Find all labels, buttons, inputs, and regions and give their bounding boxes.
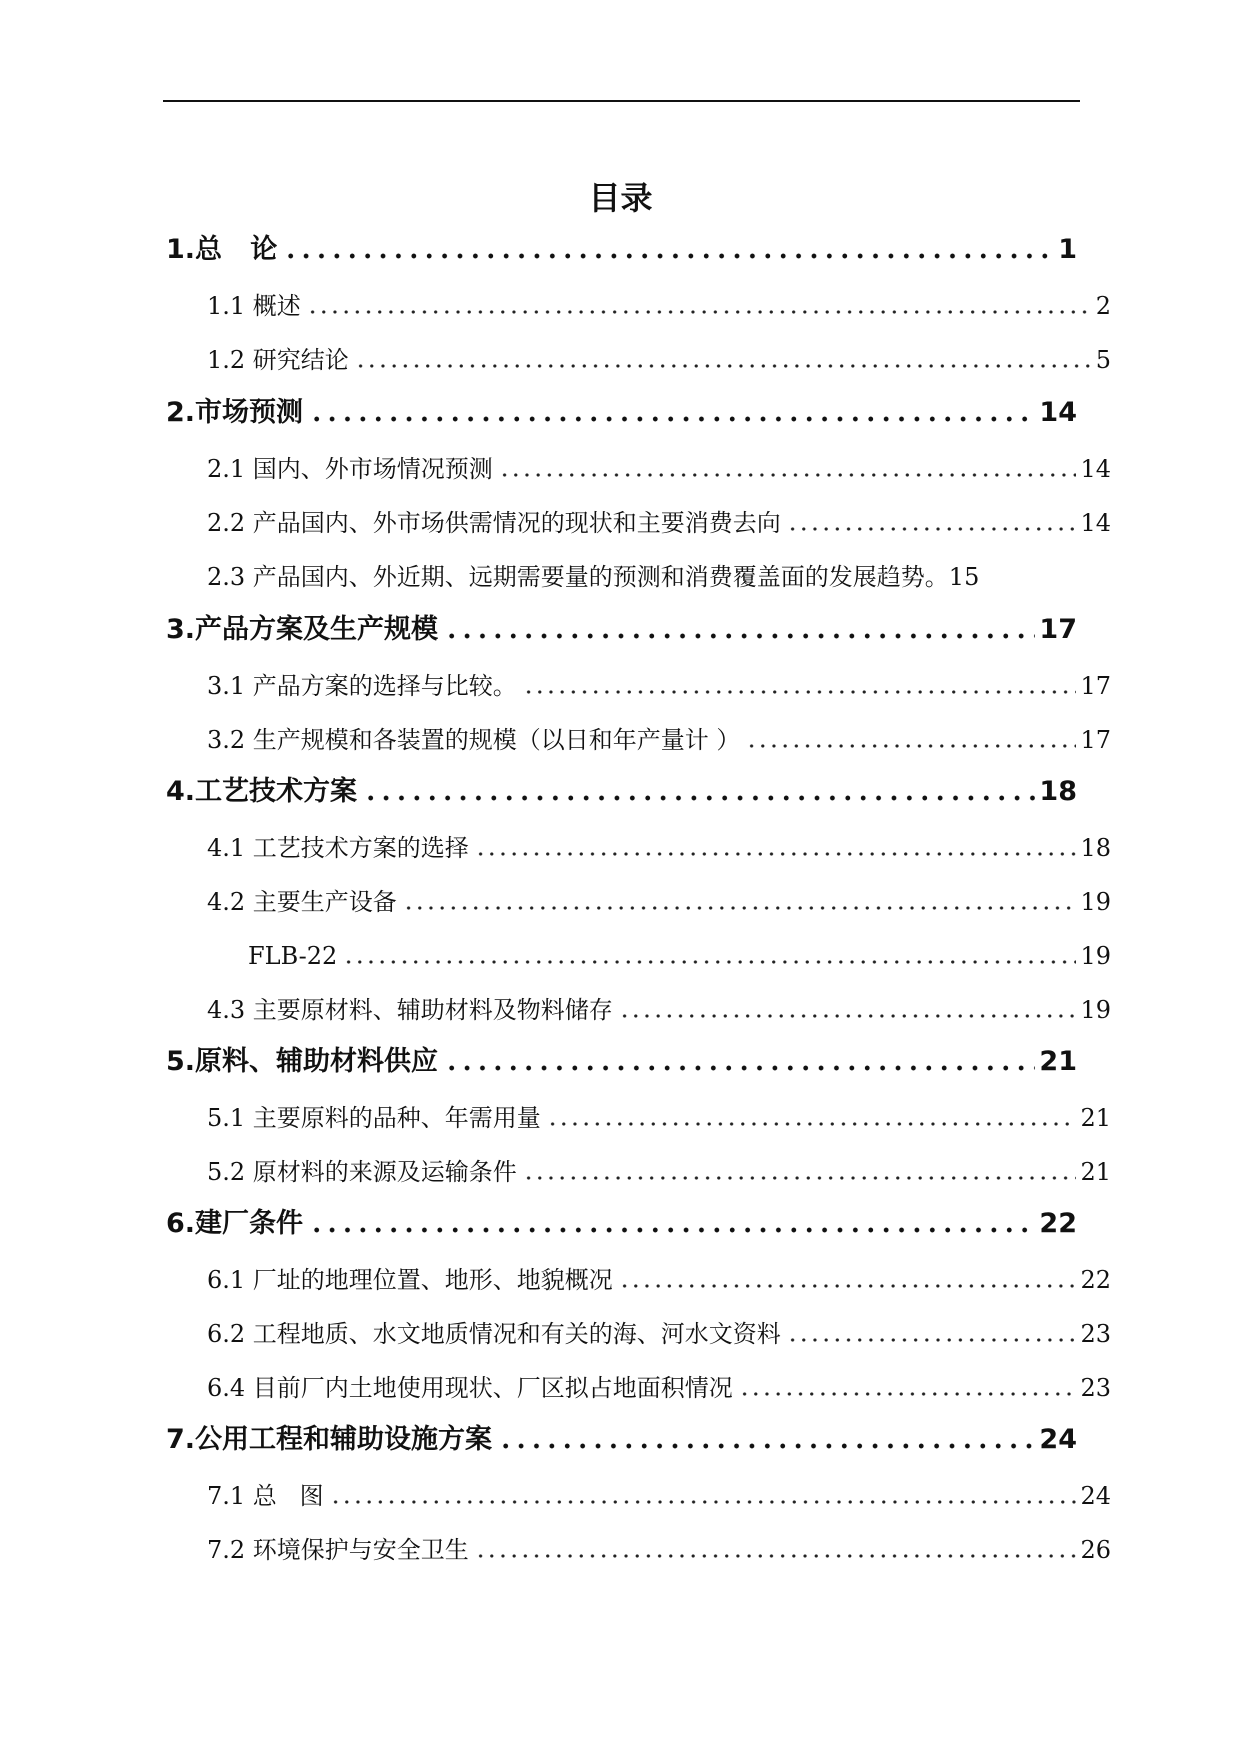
dot-leader <box>355 364 1092 368</box>
dot-leader <box>330 1500 1077 1504</box>
toc-entry-page: 19 <box>1080 888 1111 916</box>
toc-entry-5-2[interactable] <box>166 1156 1111 1188</box>
toc-entry-3-2[interactable] <box>166 724 1111 756</box>
toc-entry-label: 1.总 论 <box>166 234 278 265</box>
dot-leader <box>739 1392 1077 1396</box>
toc-entry-7-2[interactable] <box>166 1534 1111 1566</box>
dot-leader <box>787 1338 1077 1342</box>
toc-entry-6-1[interactable] <box>166 1264 1111 1296</box>
toc-entry-label: 6.1 厂址的地理位置、地形、地貌概况 <box>207 1266 613 1294</box>
dot-leader <box>523 690 1077 694</box>
toc-entry-1-2[interactable] <box>166 344 1111 376</box>
dot-leader <box>309 1227 1035 1233</box>
toc-entry-label: 2.2 产品国内、外市场供需情况的现状和主要消费去向 <box>207 509 781 537</box>
dot-leader <box>475 852 1077 856</box>
toc-entry-label: 2.市场预测 <box>166 397 304 428</box>
toc-entry-label: 3.1 产品方案的选择与比较。 <box>207 672 517 700</box>
toc-entry-page: 19 <box>1080 996 1111 1024</box>
toc-entry-page: 17 <box>1039 614 1077 645</box>
toc-entry-page: 1 <box>1058 234 1077 265</box>
dot-leader <box>309 416 1035 422</box>
dot-leader <box>619 1014 1077 1018</box>
toc-entry-section-7[interactable] <box>166 1422 1077 1458</box>
toc-entry-4-1[interactable] <box>166 832 1111 864</box>
toc-entry-page: 24 <box>1039 1424 1077 1455</box>
toc-entry-page: 15 <box>948 563 980 591</box>
dot-leader <box>307 310 1092 314</box>
toc-entry-3-1[interactable] <box>166 670 1111 702</box>
page-title: 目录 <box>588 179 653 217</box>
toc-entry-section-3[interactable] <box>166 612 1077 648</box>
toc-entry-page: 2 <box>1095 292 1111 320</box>
toc-entry-6-2[interactable] <box>166 1318 1111 1350</box>
toc-entry-label: 5.1 主要原料的品种、年需用量 <box>207 1104 541 1132</box>
dot-leader <box>523 1176 1077 1180</box>
toc-entry-page: 17 <box>1080 726 1111 754</box>
dot-leader <box>499 473 1077 477</box>
toc-entry-flb-22[interactable] <box>166 940 1111 972</box>
header-rule <box>163 100 1080 102</box>
toc-entry-label: 7.公用工程和辅助设施方案 <box>166 1424 493 1455</box>
toc-entry-section-1[interactable] <box>166 232 1077 268</box>
dot-leader <box>343 960 1076 964</box>
toc-entry-page: 26 <box>1080 1536 1111 1564</box>
toc-entry-page: 18 <box>1039 776 1077 807</box>
toc-entry-page: 19 <box>1080 942 1111 970</box>
dot-leader <box>283 253 1054 259</box>
toc-entry-page: 14 <box>1080 455 1111 483</box>
toc-entry-6-4[interactable] <box>166 1372 1111 1404</box>
toc-entry-page: 14 <box>1039 397 1077 428</box>
toc-entry-page: 23 <box>1080 1320 1111 1348</box>
dot-leader <box>475 1554 1077 1558</box>
toc-entry-label: 4.1 工艺技术方案的选择 <box>207 834 469 862</box>
toc-entry-label: 4.工艺技术方案 <box>166 776 358 807</box>
toc-entry-label: 3.产品方案及生产规模 <box>166 614 439 645</box>
toc-entry-label: 7.1 总 图 <box>207 1482 324 1510</box>
toc-entry-page: 22 <box>1080 1266 1111 1294</box>
toc-entry-page: 21 <box>1080 1104 1111 1132</box>
toc-entry-label: 4.2 主要生产设备 <box>207 888 397 916</box>
toc-entry-label: 5.原料、辅助材料供应 <box>166 1046 439 1077</box>
toc-entry-5-1[interactable] <box>166 1102 1111 1134</box>
toc-entry-page: 24 <box>1080 1482 1111 1510</box>
toc-entry-page: 17 <box>1080 672 1111 700</box>
toc-entry-4-2[interactable] <box>166 886 1111 918</box>
toc-entry-page: 21 <box>1039 1046 1077 1077</box>
toc-entry-2-1[interactable] <box>166 453 1111 485</box>
toc-entry-page: 23 <box>1080 1374 1111 1402</box>
dot-leader <box>746 744 1076 748</box>
dot-leader <box>444 633 1035 639</box>
toc-entry-label: 6.2 工程地质、水文地质情况和有关的海、河水文资料 <box>207 1320 781 1348</box>
dot-leader <box>619 1284 1077 1288</box>
toc-entry-label: 1.1 概述 <box>207 292 301 320</box>
toc-entry-label: 3.2 生产规模和各装置的规模（以日和年产量计 ） <box>207 726 741 754</box>
dot-leader <box>403 906 1077 910</box>
toc-entry-section-6[interactable] <box>166 1206 1077 1242</box>
toc-entry-2-2[interactable] <box>166 507 1111 539</box>
toc-entry-page: 14 <box>1080 509 1111 537</box>
toc-entry-label: 4.3 主要原材料、辅助材料及物料储存 <box>207 996 613 1024</box>
toc-entry-section-5[interactable] <box>166 1044 1077 1080</box>
toc-entry-page: 5 <box>1095 346 1111 374</box>
toc-entry-1-1[interactable] <box>166 290 1111 322</box>
toc-entry-page: 22 <box>1039 1208 1077 1239</box>
toc-entry-label: 6.建厂条件 <box>166 1208 304 1239</box>
toc-entry-page: 18 <box>1080 834 1111 862</box>
toc-entry-label: 1.2 研究结论 <box>207 346 349 374</box>
toc-entry-page: 21 <box>1080 1158 1111 1186</box>
toc-entry-label: FLB-22 <box>248 942 338 970</box>
dot-leader <box>498 1443 1035 1449</box>
dot-leader <box>547 1122 1077 1126</box>
toc-entry-7-1[interactable] <box>166 1480 1111 1512</box>
toc-entry-label: 6.4 目前厂内土地使用现状、厂区拟占地面积情况 <box>207 1374 733 1402</box>
toc-entry-section-2[interactable] <box>166 395 1077 431</box>
toc-entry-label: 2.3 产品国内、外近期、远期需要量的预测和消费覆盖面的发展趋势。 <box>207 563 949 591</box>
toc-entry-label: 2.1 国内、外市场情况预测 <box>207 455 493 483</box>
toc-entry-label: 7.2 环境保护与安全卫生 <box>207 1536 469 1564</box>
toc-entry-section-4[interactable] <box>166 774 1077 810</box>
toc-entry-2-3[interactable] <box>166 561 1111 593</box>
dot-leader <box>787 527 1077 531</box>
toc-entry-label: 5.2 原材料的来源及运输条件 <box>207 1158 517 1186</box>
toc-entry-4-3[interactable] <box>166 994 1111 1026</box>
dot-leader <box>363 795 1035 801</box>
dot-leader <box>444 1065 1035 1071</box>
